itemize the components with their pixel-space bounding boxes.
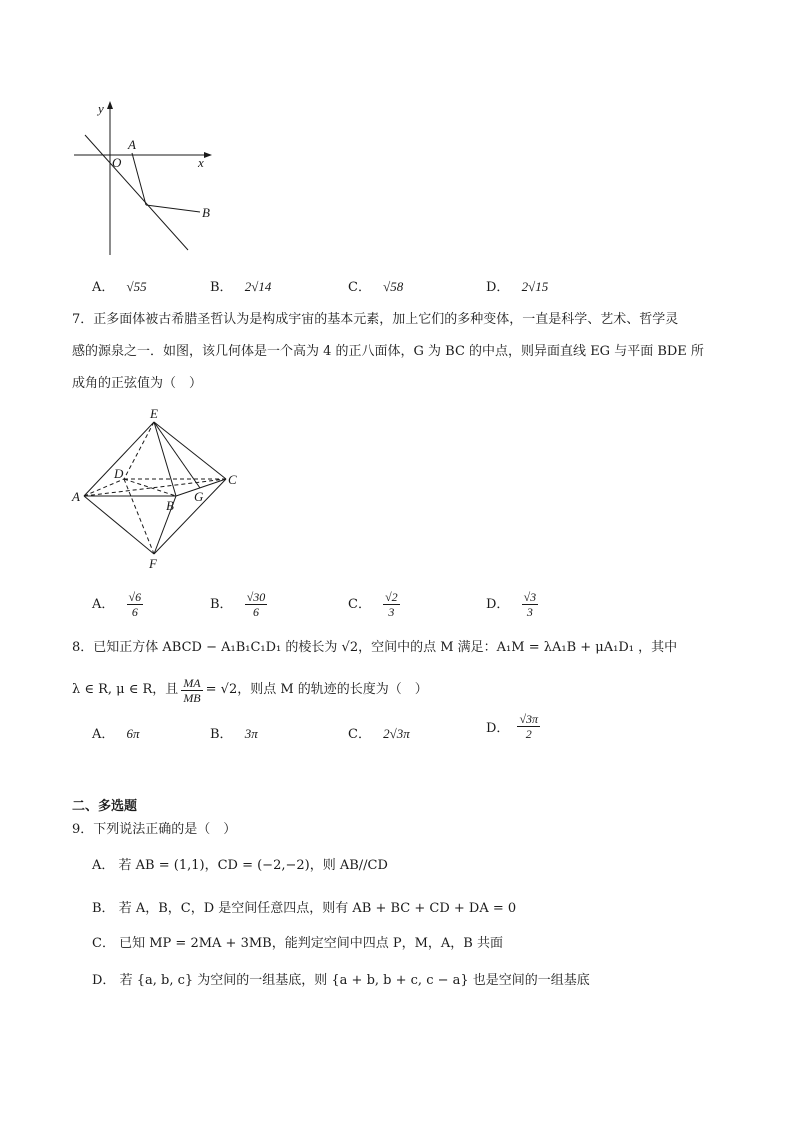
q8-option-b[interactable] xyxy=(210,723,258,742)
option-value: √58 xyxy=(383,279,404,294)
edge-ea xyxy=(84,422,154,496)
option-letter: D． xyxy=(486,597,510,612)
line-l xyxy=(85,135,188,250)
q9-option-a[interactable] xyxy=(92,850,388,882)
q6-option-a[interactable] xyxy=(92,276,147,295)
fraction-denominator: 2 xyxy=(525,727,532,741)
q9-stem: 9．下列说法正确的是（ ） xyxy=(72,822,237,837)
fraction-denominator: 6 xyxy=(131,605,138,619)
q7-line-1: 7．正多面体被古希腊圣哲认为是构成宇宙的基本元素，加上它们的多种变体，一直是科学、艺术、哲学灵 xyxy=(72,312,679,327)
edge-cf xyxy=(154,479,226,554)
q8-line-1: 8．已知正方体 ABCD − A₁B₁C₁D₁ 的棱长为 √2，空间中的点 M 满足：A₁M = λA₁B + μA₁D₁ ，其中 xyxy=(72,640,678,655)
label-y: y xyxy=(98,101,104,116)
option-fraction xyxy=(522,590,539,619)
edge-ad-hidden xyxy=(84,479,124,496)
q6-option-b[interactable] xyxy=(210,276,271,295)
fraction-numerator: √30 xyxy=(246,590,266,604)
option-value: √55 xyxy=(126,279,147,294)
q8-line-2-suffix: = √2，则点 M 的轨迹的长度为（ ） xyxy=(205,682,428,697)
label-a: A xyxy=(72,489,80,504)
y-axis-arrow xyxy=(107,101,113,109)
option-value: 2√15 xyxy=(521,279,549,294)
option-letter: C． xyxy=(348,727,371,742)
q9-option-d[interactable] xyxy=(92,965,590,997)
segment-pb xyxy=(146,205,200,212)
ratio-numerator: MA xyxy=(183,675,201,690)
option-text: 若 A，B，C，D 是空间任意四点，则有 AB + BC + CD + DA = 0 xyxy=(118,901,517,916)
q9-option-b[interactable] xyxy=(92,893,516,925)
option-letter: D． xyxy=(486,280,510,295)
label-c: C xyxy=(228,472,237,487)
fraction-denominator: 6 xyxy=(253,605,259,619)
label-x: x xyxy=(198,155,204,170)
edge-eb xyxy=(154,422,176,496)
option-letter: B． xyxy=(210,727,233,742)
option-value: 2√3π xyxy=(383,726,410,741)
q7-line-3: 成角的正弦值为（ ） xyxy=(72,376,203,391)
option-letter: A． xyxy=(92,597,115,612)
option-letter: B． xyxy=(210,597,233,612)
edge-af xyxy=(84,496,154,554)
label-f: F xyxy=(149,556,157,571)
q8-option-c[interactable] xyxy=(348,723,410,742)
option-text: 若 AB = (1,1)，CD = (−2,−2)，则 AB//CD xyxy=(118,858,388,873)
option-letter: A． xyxy=(92,858,115,873)
option-text: 若 {a, b, c} 为空间的一组基底，则 {a + b, b + c, c − a} 也是空间的一组基底 xyxy=(119,973,590,988)
fraction-numerator: √3 xyxy=(523,590,537,604)
q8-ratio xyxy=(181,676,202,705)
fraction-denominator: 3 xyxy=(388,605,395,619)
q6-option-c[interactable] xyxy=(348,276,403,295)
fraction-numerator: √2 xyxy=(385,590,398,604)
option-letter: A． xyxy=(92,280,115,295)
ratio-denominator: MB xyxy=(183,690,201,705)
label-b: B xyxy=(166,498,174,513)
q9-option-c[interactable] xyxy=(92,928,503,960)
q7-option-a[interactable] xyxy=(92,590,143,619)
q8-option-a[interactable] xyxy=(92,723,140,742)
q7-option-d[interactable] xyxy=(486,590,538,619)
fraction-numerator: √6 xyxy=(128,590,142,604)
q8-line-2 xyxy=(72,674,428,706)
octahedron-figure xyxy=(64,404,254,574)
q7-option-b[interactable] xyxy=(210,590,267,619)
q6-option-d[interactable] xyxy=(486,276,548,295)
edge-ed-hidden xyxy=(124,422,154,479)
label-b: B xyxy=(202,205,210,220)
option-fraction xyxy=(517,712,540,741)
option-value: 2√14 xyxy=(244,279,272,294)
section-title: 二、多选题 xyxy=(72,799,138,814)
q7-line-2: 感的源泉之一．如图，该几何体是一个高为 4 的正八面体，G 为 BC 的中点，则异面直线 EG 与平面 BDE 所 xyxy=(72,344,704,359)
q8-option-d[interactable] xyxy=(486,712,540,741)
option-letter: B． xyxy=(92,901,115,916)
option-letter: B． xyxy=(210,280,233,295)
option-value: 3π xyxy=(244,726,258,741)
segment-ac-hidden xyxy=(84,479,226,496)
label-d: D xyxy=(114,466,124,481)
option-letter: A． xyxy=(92,727,115,742)
option-letter: C． xyxy=(348,280,371,295)
option-text: 已知 MP = 2MA + 3MB，能判定空间中四点 P，M，A，B 共面 xyxy=(119,936,503,951)
option-letter: D． xyxy=(486,721,510,736)
option-letter: C． xyxy=(92,936,115,951)
label-o: O xyxy=(112,155,122,170)
label-e: E xyxy=(150,406,158,421)
q7-option-c[interactable] xyxy=(348,590,400,619)
fraction-numerator: √3π xyxy=(519,712,539,726)
edge-ec xyxy=(154,422,226,479)
option-fraction xyxy=(127,590,144,619)
option-value: 6π xyxy=(126,726,140,741)
coordinate-figure xyxy=(60,95,230,265)
label-g: G xyxy=(194,489,204,504)
option-fraction xyxy=(245,590,268,619)
x-axis-arrow xyxy=(204,152,212,158)
option-letter: C． xyxy=(348,597,371,612)
segment-ap xyxy=(132,153,146,205)
fraction-denominator: 3 xyxy=(526,605,533,619)
segment-db-hidden xyxy=(124,479,176,496)
option-letter: D． xyxy=(92,973,116,988)
q8-line-2-prefix: λ ∈ R, μ ∈ R，且 xyxy=(72,682,179,697)
option-fraction xyxy=(383,590,400,619)
segment-eg xyxy=(154,422,200,488)
label-a: A xyxy=(128,137,136,152)
